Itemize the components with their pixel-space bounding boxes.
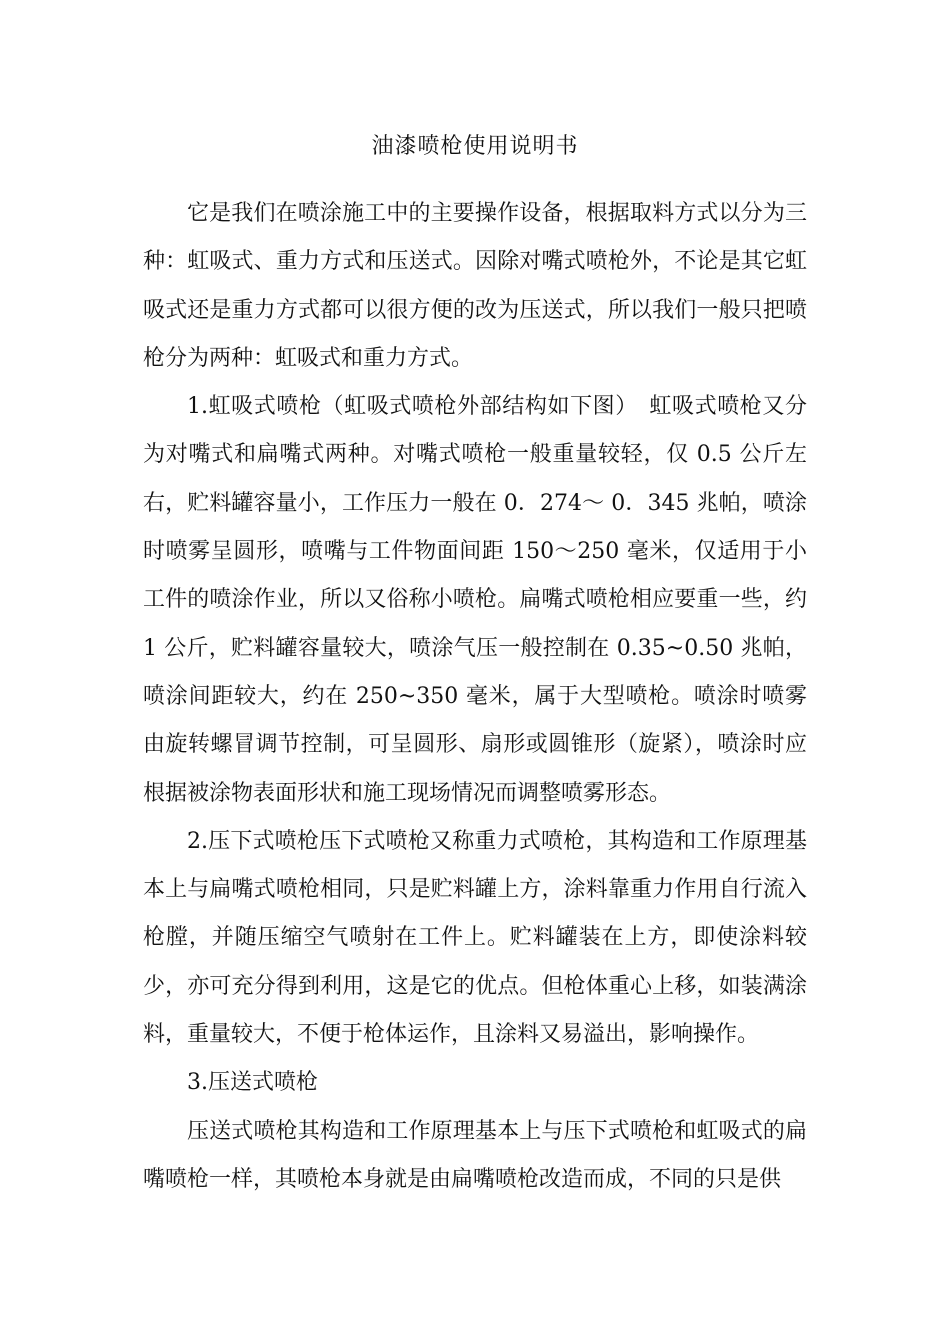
paragraph-siphon-gun: 1.虹吸式喷枪（虹吸式喷枪外部结构如下图） 虹吸式喷枪又分为对嘴式和扁嘴式两种。对嘴式喷枪一般重量较轻，仅 0.5 公斤左右，贮料罐容量小，工作压力一般在 0．274～ 0．345 兆帕，喷涂时喷雾呈圆形，喷嘴与工件物面间距 150～250 毫米，仅适用于小工件的喷涂作业，所以又俗称小喷枪。扁嘴式喷枪相应要重一些，约 1 公斤，贮料罐容量较大，喷涂气压一般控制在 0.35~0.50 兆帕，喷涂间距较大，约在 250~350 毫米，属于大型喷枪。喷涂时喷雾由旋转螺冒调节控制，可呈圆形、扇形或圆锥形（旋紧），喷涂时应根据被涂物表面形状和施工现场情况而调整喷雾形态。 — [143, 394, 807, 806]
paragraph-pressure-gun: 压送式喷枪其构造和工作原理基本上与压下式喷枪和虹吸式的扁嘴喷枪一样，其喷枪本身就是由扁嘴喷枪改造而成，不同的只是供 — [143, 1118, 807, 1192]
paragraph-gravity-gun: 2.压下式喷枪压下式喷枪又称重力式喷枪，其构造和工作原理基本上与扁嘴式喷枪相同，只是贮料罐上方，涂料靠重力作用自行流入枪膛，并随压缩空气喷射在工件上。贮料罐装在上方，即使涂料较少，亦可充分得到利用，这是它的优点。但枪体重心上移，如装满涂料，重量较大，不便于枪体运作，且涂料又易溢出，影响操作。 — [143, 828, 807, 1048]
section-heading-pressure-gun: 3.压送式喷枪 — [187, 1070, 318, 1096]
paragraph-intro: 它是我们在喷涂施工中的主要操作设备，根据取料方式以分为三种：虹吸式、重力方式和压送式。因除对嘴式喷枪外，不论是其它虹吸式还是重力方式都可以很方便的改为压送式，所以我们一般只把喷枪分为两种：虹吸式和重力方式。 — [143, 201, 807, 371]
document-title: 油漆喷枪使用说明书 — [371, 134, 579, 159]
document-body — [143, 190, 807, 1204]
